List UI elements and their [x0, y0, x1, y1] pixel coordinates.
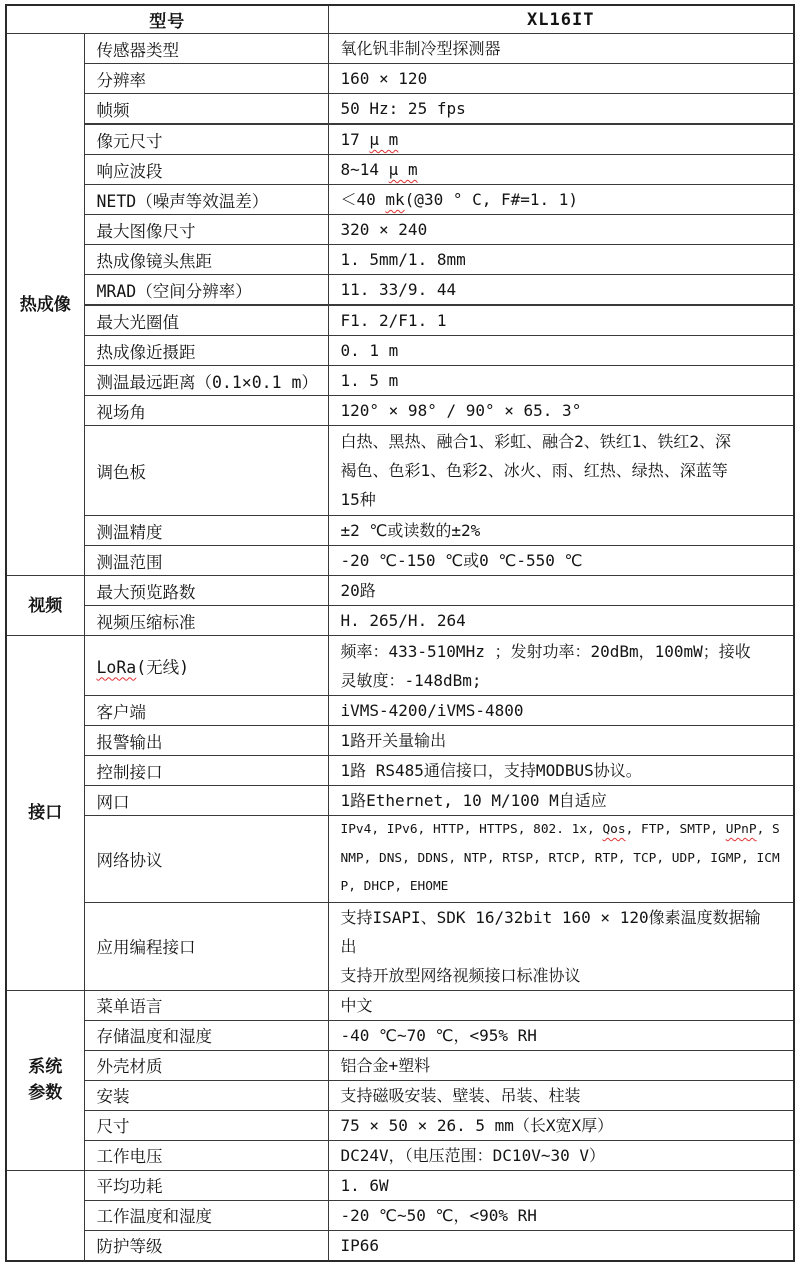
value-cell: 1. 6W	[328, 1170, 794, 1200]
table-row	[6, 606, 794, 636]
param-cell: 视频压缩标准	[84, 606, 328, 636]
value-cell: iVMS-4200/iVMS-4800	[328, 696, 794, 726]
model-label-cell: 型号	[6, 5, 328, 34]
value-cell: IP66	[328, 1230, 794, 1261]
table-row	[6, 756, 794, 786]
value-cell: 1. 5 m	[328, 366, 794, 396]
param-cell: 最大图像尺寸	[84, 215, 328, 245]
param-cell: 热成像镜头焦距	[84, 245, 328, 275]
param-cell: 工作温度和湿度	[84, 1200, 328, 1230]
value-cell: 频率：433-510MHz ；发射功率：20dBm，100mW；接收 灵敏度：-148dBm;	[328, 636, 794, 696]
param-cell: 客户端	[84, 696, 328, 726]
value-cell: 支持磁吸安装、壁装、吊装、柱装	[328, 1080, 794, 1110]
table-row	[6, 366, 794, 396]
value-cell: 120° × 98° / 90° × 65. 3°	[328, 396, 794, 426]
table-row	[6, 576, 794, 606]
value-cell: DC24V，（电压范围：DC10V~30 V）	[328, 1140, 794, 1170]
param-cell: 测温最远距离（0.1×0.1 m）	[84, 366, 328, 396]
param-cell: 测温范围	[84, 546, 328, 576]
param-cell: MRAD（空间分辨率）	[84, 275, 328, 306]
param-cell: 平均功耗	[84, 1170, 328, 1200]
spellcheck-squiggle: UPnP	[725, 822, 757, 837]
value-cell: 1路开关量输出	[328, 726, 794, 756]
value-cell: 1路Ethernet, 10 M/100 M自适应	[328, 786, 794, 816]
param-cell: 视场角	[84, 396, 328, 426]
param-cell: 分辨率	[84, 64, 328, 94]
table-row	[6, 1050, 794, 1080]
table-row	[6, 1230, 794, 1261]
table-row	[6, 516, 794, 546]
value-cell: -20 ℃~50 ℃，<90% RH	[328, 1200, 794, 1230]
table-row	[6, 1200, 794, 1230]
value-cell: 160 × 120	[328, 64, 794, 94]
value-cell: 氧化钒非制冷型探测器	[328, 34, 794, 64]
table-row	[6, 1110, 794, 1140]
model-value-cell: XL16IT	[328, 5, 794, 34]
param-cell: 尺寸	[84, 1110, 328, 1140]
param-cell: NETD（噪声等效温差）	[84, 185, 328, 215]
param-cell: 传感器类型	[84, 34, 328, 64]
param-cell: LoRa(无线)	[84, 636, 328, 696]
group-cell-thermal-imaging: 热成像	[6, 34, 84, 576]
param-cell: 响应波段	[84, 155, 328, 185]
value-cell: -40 ℃~70 ℃，<95% RH	[328, 1020, 794, 1050]
param-cell: 存储温度和湿度	[84, 1020, 328, 1050]
spellcheck-squiggle: μ m	[369, 130, 399, 149]
table-row	[6, 816, 794, 903]
param-cell: 报警输出	[84, 726, 328, 756]
group-cell-interface: 接口	[6, 636, 84, 991]
table-row	[6, 94, 794, 125]
table-row	[6, 215, 794, 245]
table-row	[6, 1020, 794, 1050]
param-cell: 帧频	[84, 94, 328, 125]
table-row	[6, 64, 794, 94]
value-cell: 0. 1 m	[328, 336, 794, 366]
value-cell: ±2 ℃或读数的±2%	[328, 516, 794, 546]
table-row	[6, 786, 794, 816]
table-row	[6, 426, 794, 516]
group-cell-system-params: 系统 参数	[6, 990, 84, 1170]
table-row	[6, 275, 794, 306]
table-row	[6, 546, 794, 576]
table-row	[6, 185, 794, 215]
param-cell: 测温精度	[84, 516, 328, 546]
value-cell: 中文	[328, 990, 794, 1020]
spellcheck-squiggle: mk	[385, 190, 405, 209]
table-row	[6, 726, 794, 756]
value-cell: 白热、黑热、融合1、彩虹、融合2、铁红1、铁红2、深 褐色、色彩1、色彩2、冰火、雨、红热、绿热、深蓝等 15种	[328, 426, 794, 516]
param-cell: 安装	[84, 1080, 328, 1110]
param-cell: 菜单语言	[84, 990, 328, 1020]
value-cell: 11. 33/9. 44	[328, 275, 794, 306]
group-cell-misc	[6, 1170, 84, 1261]
value-cell: 1. 5mm/1. 8mm	[328, 245, 794, 275]
spellcheck-squiggle: μ m	[388, 160, 418, 179]
value-cell: 1路 RS485通信接口，支持MODBUS协议。	[328, 756, 794, 786]
table-row	[6, 1080, 794, 1110]
param-cell: 网口	[84, 786, 328, 816]
table-row	[6, 696, 794, 726]
param-cell: 调色板	[84, 426, 328, 516]
value-cell: 20路	[328, 576, 794, 606]
table-row	[6, 636, 794, 696]
value-cell: 8~14 μ m	[328, 155, 794, 185]
table-row	[6, 245, 794, 275]
param-cell: 像元尺寸	[84, 124, 328, 155]
spellcheck-squiggle: Qos	[602, 822, 626, 837]
value-cell: 铝合金+塑料	[328, 1050, 794, 1080]
table-row	[6, 1140, 794, 1170]
param-cell: 工作电压	[84, 1140, 328, 1170]
value-cell: 50 Hz: 25 fps	[328, 94, 794, 125]
table-row	[6, 155, 794, 185]
spec-table	[5, 4, 795, 1262]
spellcheck-squiggle: LoRa	[96, 657, 137, 677]
param-cell: 外壳材质	[84, 1050, 328, 1080]
value-cell: H. 265/H. 264	[328, 606, 794, 636]
value-cell: 320 × 240	[328, 215, 794, 245]
param-cell: 网络协议	[84, 816, 328, 903]
header-row	[6, 5, 794, 34]
value-cell: IPv4, IPv6, HTTP, HTTPS, 802. 1x, Qos, FTP, SMTP, UPnP, S NMP, DNS, DDNS, NTP, RTSP, RTCP, RTP, TCP, UDP, IGMP, ICM P, DHCP, EHOME	[328, 816, 794, 903]
table-row	[6, 34, 794, 64]
table-row	[6, 124, 794, 155]
table-row	[6, 990, 794, 1020]
param-cell: 最大光圈值	[84, 305, 328, 336]
param-cell: 热成像近摄距	[84, 336, 328, 366]
table-row	[6, 902, 794, 990]
table-row	[6, 396, 794, 426]
table-row	[6, 1170, 794, 1200]
value-cell: 75 × 50 × 26. 5 mm（长X宽X厚）	[328, 1110, 794, 1140]
value-cell: 17 μ m	[328, 124, 794, 155]
value-cell: ＜40 mk(@30 ° C, F#=1. 1)	[328, 185, 794, 215]
value-cell: 支持ISAPI、SDK 16/32bit 160 × 120像素温度数据输 出 支持开放型网络视频接口标准协议	[328, 902, 794, 990]
group-cell-video: 视频	[6, 576, 84, 636]
param-cell: 最大预览路数	[84, 576, 328, 606]
param-cell: 控制接口	[84, 756, 328, 786]
value-cell: -20 ℃-150 ℃或0 ℃-550 ℃	[328, 546, 794, 576]
param-cell: 防护等级	[84, 1230, 328, 1261]
param-cell: 应用编程接口	[84, 902, 328, 990]
table-row	[6, 305, 794, 336]
value-cell: F1. 2/F1. 1	[328, 305, 794, 336]
table-row	[6, 336, 794, 366]
